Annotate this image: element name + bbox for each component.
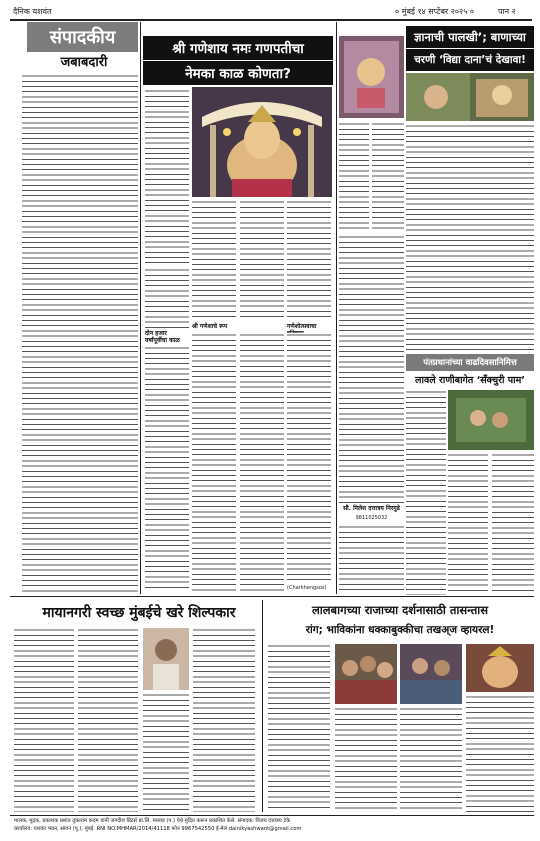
masthead-date: ० मुंबई १४ सप्टेंबर २०२५ ० xyxy=(395,7,475,16)
credit-number: 9811025032 xyxy=(355,515,388,521)
header-rule xyxy=(10,19,532,21)
ganesh-body-col1 xyxy=(145,89,189,264)
editorial-section-title: संपादकीय xyxy=(27,22,138,52)
ganesh-headline-line2: नेमका काळ कोणता? xyxy=(143,61,333,85)
lalbaug-idol-photo xyxy=(466,644,534,692)
mumbai-body-col4 xyxy=(193,628,255,812)
sanctuary-body-col3 xyxy=(492,453,534,595)
lalbaug-body-col2 xyxy=(335,707,397,812)
ganesh-body-col3 xyxy=(240,200,284,320)
section-rule xyxy=(10,596,534,597)
editorial-title: जबाबदारी xyxy=(60,54,108,70)
sanctuary-body-col2 xyxy=(448,453,488,595)
credit-name: सौ. निलेश दत्तात्रय निरगुडे xyxy=(343,505,400,512)
ganesh-subhead-2: श्री गणेशाचे रूप xyxy=(192,323,228,330)
palkhi-side-col4 xyxy=(339,525,404,591)
footer-rule xyxy=(10,815,534,816)
ganesh-body-col4 xyxy=(287,200,331,320)
masthead-paper-name: दैनिक यशवंत xyxy=(13,7,52,16)
sanctuary-headline-line1: पंतप्रधानांच्या वाढदिवसानिमित्त xyxy=(406,354,534,371)
mumbai-body-col2 xyxy=(78,628,138,812)
footer-line-2: कार्यालय: यशवंत भवन, सायन (पू.), मुंबई. RNI NO.MHMAR/2014/41118 फोन 9967542550 ई-मेल dainikyashwant@gmail.com xyxy=(14,826,302,832)
mumbai-portrait-photo xyxy=(143,628,189,690)
mumbai-body-col1 xyxy=(14,628,74,812)
ganesh-body-col2b xyxy=(192,333,236,591)
palkhi-photo xyxy=(406,73,534,121)
lalbaug-crowd-photo-2 xyxy=(400,644,462,704)
lalbaug-body-col3 xyxy=(400,707,462,812)
lalbaug-crowd-photo-1 xyxy=(335,644,397,704)
palkhi-side-photo xyxy=(339,36,404,118)
sanctuary-photo xyxy=(448,390,534,450)
palkhi-side-col1 xyxy=(339,122,369,232)
lalbaug-headline-line1: लालबागच्या राजाच्या दर्शनासाठी तासन्तास xyxy=(311,602,489,617)
ganesh-body-col1c xyxy=(145,346,189,591)
mumbai-headline: मायानगरी स्वच्छ मुंबईचे खरे शिल्पकार xyxy=(42,604,236,621)
ganesh-headline-line1: श्री गणेशाय नमः गणपतीचा xyxy=(143,36,333,60)
palkhi-headline-line2: चरणी ‘विद्या दाना’चं देखावा! xyxy=(406,49,534,71)
column-divider xyxy=(140,22,141,594)
palkhi-headline-line1: ज्ञानाची पालखी’; बाणाच्या xyxy=(406,26,534,48)
ganesh-subhead-3: गणेशोत्सवाचा xyxy=(287,323,317,330)
ganesh-idol-photo xyxy=(192,87,332,197)
ganesh-subhead-1: दोन हजार वर्षांपूर्वीचा काळ xyxy=(145,330,180,344)
ganesh-body-col2 xyxy=(192,200,236,320)
footer-line-1: मालक, मुद्रक, प्रकाशक प्रशांत तुकाराम कदम यांनी जगदीश प्रिंटर्स प्रा.लि. मालाड (प.) येथे मुद्रित करून प्रकाशित केले. संपादक: विजय दत्तात्रय टेके xyxy=(14,818,291,824)
page-number: पान २ xyxy=(498,7,516,16)
palkhi-side-col3 xyxy=(339,235,404,505)
ganesh-photo-credit: (Charkhengsos) xyxy=(287,585,327,591)
lalbaug-headline-line2: रांग; भाविकांना धक्काबुक्कीचा तखअ्ज व्हायरल! xyxy=(305,624,495,636)
lalbaug-body-col1 xyxy=(268,644,330,812)
ganesh-body-col4b xyxy=(287,333,331,583)
palkhi-body xyxy=(406,124,534,352)
palkhi-side-col2 xyxy=(372,122,404,232)
lalbaug-body-col4 xyxy=(466,695,534,812)
mumbai-body-col3 xyxy=(143,693,189,812)
ganesh-body-col3b xyxy=(240,333,284,591)
ganesh-body-col1b xyxy=(145,268,189,328)
column-divider-3 xyxy=(262,600,263,812)
sanctuary-headline-line2: लावले राणीबागेत ‘सँक्चुरी पाम’ xyxy=(415,374,525,386)
sanctuary-body-col1 xyxy=(406,390,446,595)
column-divider-2 xyxy=(336,22,337,594)
editorial-body xyxy=(22,74,138,594)
